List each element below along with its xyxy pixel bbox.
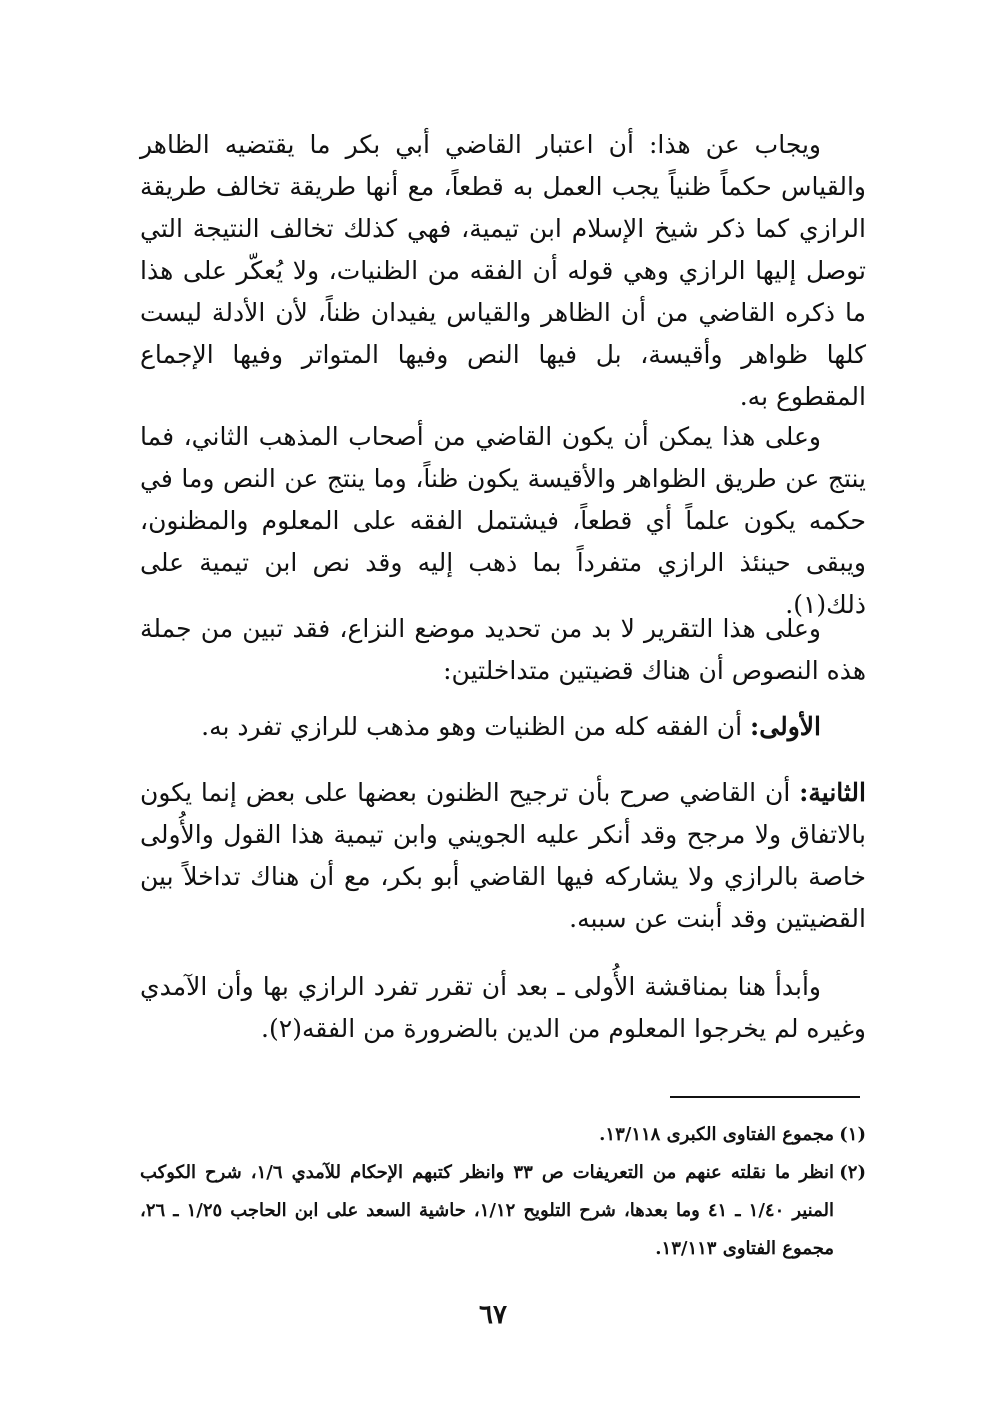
paragraph-first-issue bbox=[140, 706, 866, 748]
second-issue-heading: الثانية: bbox=[799, 778, 866, 807]
footnotes-section bbox=[140, 1116, 866, 1268]
footnote-1-text: مجموع الفتاوى الكبرى ١٣/١١٨. bbox=[599, 1124, 834, 1145]
paragraph-2-text: وعلى هذا يمكن أن يكون القاضي من أصحاب المذهب الثاني، فما ينتج عن طريق الظواهر والأقيسة يكون ظناً، وما ينتج عن النص وما في حكمه يكون علماً أي قطعاً، فيشتمل الفقه على المعلوم والمظنون، ويبقى حينئذ الرازي متفرداً بما ذهب إليه وقد نص ابن تيمية على ذلك(١). bbox=[140, 422, 866, 619]
paragraph-2 bbox=[140, 416, 866, 626]
paragraph-1 bbox=[140, 124, 866, 418]
page-number: ٦٧ bbox=[479, 1300, 507, 1330]
paragraph-1-text: ويجاب عن هذا: أن اعتبار القاضي أبي بكر ما يقتضيه الظاهر والقياس حكماً ظنياً يجب العمل به قطعاً، مع أنها طريقة تخالف طريقة الرازي كما ذكر شيخ الإسلام ابن تيمية، فهي كذلك تخالف النتيجة التي توصل إليها الرازي وهي قوله أن الفقه من الظنيات، ولا يُعكّر على هذا ما ذكره القاضي من أن الظاهر والقياس يفيدان ظناً، لأن الأدلة ليست كلها ظواهر وأقيسة، بل فيها النص وفيها المتواتر وفيها الإجماع المقطوع به. bbox=[140, 130, 866, 411]
paragraph-3-text: وعلى هذا التقرير لا بد من تحديد موضع النزاع، فقد تبين من جملة هذه النصوص أن هناك قضيتين متداخلتين: bbox=[140, 614, 866, 685]
paragraph-6-text: وأبدأ هنا بمناقشة الأُولى ـ بعد أن تقرر تفرد الرازي بها وأن الآمدي وغيره لم يخرجوا المعلوم من الدين بالضرورة من الفقه(٢). bbox=[140, 972, 866, 1043]
first-issue-text: أن الفقه كله من الظنيات وهو مذهب للرازي تفرد به. bbox=[201, 712, 751, 741]
paragraph-6 bbox=[140, 966, 866, 1050]
footnote-2 bbox=[140, 1154, 866, 1268]
paragraph-3 bbox=[140, 608, 866, 692]
footnote-2-text: انظر ما نقلته عنهم من التعريفات ص ٣٣ وانظر كتبهم الإحكام للآمدي ١/٦، شرح الكوكب المنير ١/٤٠ ـ ٤١ وما بعدها، شرح التلويح ١/١٢، حاشية السعد على ابن الحاجب ١/٢٥ ـ ٢٦، مجموع الفتاوى ١٣/١١٣. bbox=[140, 1162, 834, 1259]
footnote-1-number: (١) bbox=[839, 1124, 866, 1145]
footnote-divider bbox=[670, 1096, 860, 1098]
second-issue-line bbox=[140, 772, 866, 940]
first-issue-heading: الأولى: bbox=[750, 712, 821, 741]
second-issue-text: أن القاضي صرح بأن ترجيح الظنون بعضها على بعض إنما يكون بالاتفاق ولا مرجح وقد أنكر عليه الجويني وابن تيمية هذا القول والأُولى خاصة بالرازي ولا يشاركه فيها القاضي أبو بكر، مع أن هناك تداخلاً بين القضيتين وقد أبنت عن سببه. bbox=[140, 778, 866, 933]
footnote-1 bbox=[140, 1116, 866, 1154]
footnote-2-number: (٢) bbox=[839, 1162, 866, 1183]
first-issue-line bbox=[140, 706, 866, 748]
paragraph-second-issue bbox=[140, 772, 866, 940]
